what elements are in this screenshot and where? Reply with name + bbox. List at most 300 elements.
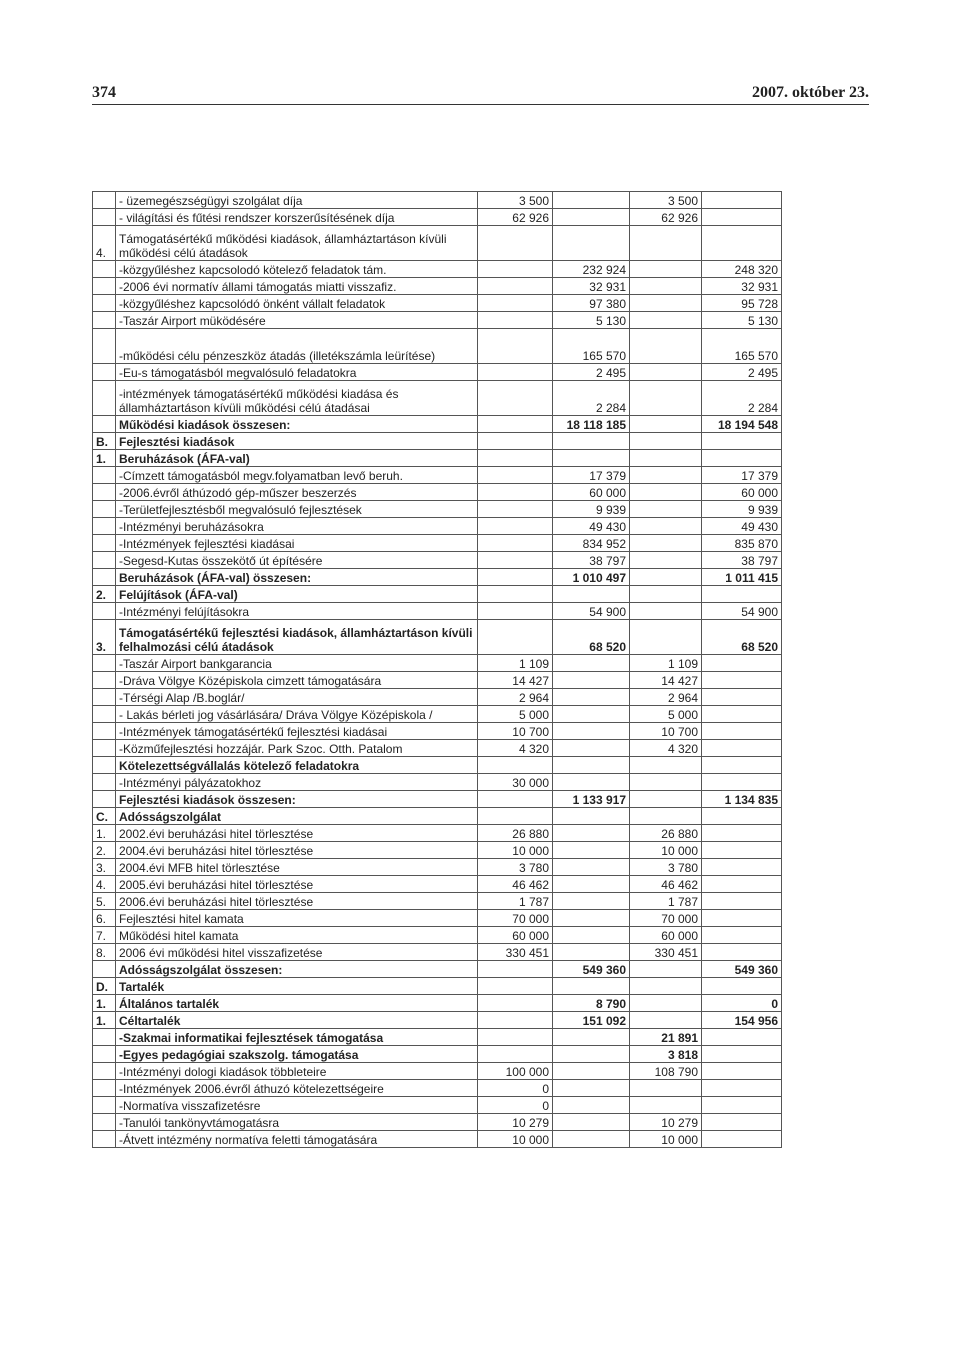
row-value-b <box>553 723 630 740</box>
row-number <box>93 364 116 381</box>
row-value-c <box>630 381 702 416</box>
page-header <box>92 84 869 105</box>
row-value-b <box>553 1046 630 1063</box>
table-row <box>93 1080 782 1097</box>
row-value-b <box>553 910 630 927</box>
row-value-c <box>630 518 702 535</box>
row-value-a <box>478 450 553 467</box>
row-value-a <box>478 535 553 552</box>
row-value-d <box>702 1080 782 1097</box>
table-row <box>93 1114 782 1131</box>
row-number <box>93 757 116 774</box>
table-row <box>93 757 782 774</box>
row-label: -Térségi Alap /B.boglár/ <box>116 689 478 706</box>
row-value-b: 49 430 <box>553 518 630 535</box>
row-value-d: 5 130 <box>702 312 782 329</box>
row-value-b <box>553 893 630 910</box>
row-value-d <box>702 192 782 209</box>
row-number <box>93 603 116 620</box>
row-value-d: 95 728 <box>702 295 782 312</box>
row-value-c: 1 109 <box>630 655 702 672</box>
row-value-c <box>630 620 702 655</box>
table-row <box>93 586 782 603</box>
row-label: Beruházások (ÁFA-val) <box>116 450 478 467</box>
table-row <box>93 655 782 672</box>
row-value-b: 38 797 <box>553 552 630 569</box>
row-value-a <box>478 961 553 978</box>
row-value-a: 26 880 <box>478 825 553 842</box>
row-value-c: 4 320 <box>630 740 702 757</box>
row-label: Céltartalék <box>116 1012 478 1029</box>
row-value-d <box>702 893 782 910</box>
row-value-d <box>702 672 782 689</box>
row-value-d: 165 570 <box>702 329 782 364</box>
row-value-b <box>553 433 630 450</box>
row-value-d <box>702 774 782 791</box>
row-value-a: 0 <box>478 1097 553 1114</box>
table-row <box>93 927 782 944</box>
row-label: -Egyes pedagógiai szakszolg. támogatása <box>116 1046 478 1063</box>
row-value-b <box>553 842 630 859</box>
row-value-a <box>478 586 553 603</box>
row-label: -2006.évről áthúzodó gép-műszer beszerzés <box>116 484 478 501</box>
row-number <box>93 416 116 433</box>
row-number: 4. <box>93 226 116 261</box>
row-value-a <box>478 1029 553 1046</box>
row-value-d: 32 931 <box>702 278 782 295</box>
row-number <box>93 1029 116 1046</box>
table-row <box>93 209 782 226</box>
row-number <box>93 518 116 535</box>
row-value-a <box>478 757 553 774</box>
row-value-a <box>478 1046 553 1063</box>
row-label: -Taszár Airport müködésére <box>116 312 478 329</box>
table-row <box>93 1063 782 1080</box>
row-label: Beruházások (ÁFA-val) összesen: <box>116 569 478 586</box>
row-value-b <box>553 825 630 842</box>
row-value-a: 330 451 <box>478 944 553 961</box>
row-value-a <box>478 261 553 278</box>
page-number: 374 <box>92 84 116 101</box>
row-value-a <box>478 467 553 484</box>
row-number <box>93 312 116 329</box>
row-value-a <box>478 603 553 620</box>
row-value-c <box>630 586 702 603</box>
row-value-d: 2 284 <box>702 381 782 416</box>
row-value-a: 10 700 <box>478 723 553 740</box>
row-value-c: 10 000 <box>630 1131 702 1148</box>
table-row <box>93 1029 782 1046</box>
row-value-d <box>702 842 782 859</box>
row-label: -Közműfejlesztési hozzájár. Park Szoc. Otth. Patalom <box>116 740 478 757</box>
row-value-a <box>478 278 553 295</box>
table-row <box>93 774 782 791</box>
table-row <box>93 312 782 329</box>
table-row <box>93 484 782 501</box>
table-row <box>93 450 782 467</box>
row-number <box>93 655 116 672</box>
table-row <box>93 706 782 723</box>
row-number <box>93 467 116 484</box>
row-value-a <box>478 1012 553 1029</box>
row-value-b: 8 790 <box>553 995 630 1012</box>
table-row <box>93 825 782 842</box>
row-value-c <box>630 501 702 518</box>
row-value-c: 70 000 <box>630 910 702 927</box>
row-value-a <box>478 569 553 586</box>
row-value-d <box>702 740 782 757</box>
row-number <box>93 484 116 501</box>
row-value-a <box>478 518 553 535</box>
row-value-d <box>702 1131 782 1148</box>
row-value-b: 60 000 <box>553 484 630 501</box>
row-value-c <box>630 757 702 774</box>
row-value-a <box>478 312 553 329</box>
table-row <box>93 1046 782 1063</box>
row-label: -közgyűléshez kapcsolódó önként vállalt feladatok <box>116 295 478 312</box>
row-label: -Intézmények támogatásértékű fejlesztési kiadásai <box>116 723 478 740</box>
table-row <box>93 620 782 655</box>
row-value-c <box>630 416 702 433</box>
row-value-a: 14 427 <box>478 672 553 689</box>
row-label: -Intézményi pályázatokhoz <box>116 774 478 791</box>
row-number: 1. <box>93 825 116 842</box>
row-label: -Intézmények 2006.évről áthuzó kötelezettségeire <box>116 1080 478 1097</box>
row-label: -Dráva Völgye Középiskola cimzett támogatására <box>116 672 478 689</box>
row-label: - Lakás bérleti jog vásárlására/ Dráva Völgye Középiskola / <box>116 706 478 723</box>
table-row <box>93 569 782 586</box>
row-label: Működési hitel kamata <box>116 927 478 944</box>
row-value-b: 97 380 <box>553 295 630 312</box>
table-row <box>93 978 782 995</box>
row-value-d: 154 956 <box>702 1012 782 1029</box>
row-value-d <box>702 825 782 842</box>
row-value-d: 49 430 <box>702 518 782 535</box>
row-value-d: 38 797 <box>702 552 782 569</box>
row-value-b <box>553 586 630 603</box>
row-number <box>93 706 116 723</box>
table-row <box>93 672 782 689</box>
row-value-a: 1 787 <box>478 893 553 910</box>
row-value-b <box>553 876 630 893</box>
row-value-b: 1 133 917 <box>553 791 630 808</box>
row-value-d <box>702 1029 782 1046</box>
table-row <box>93 226 782 261</box>
row-number <box>93 774 116 791</box>
row-number: 3. <box>93 859 116 876</box>
row-value-b <box>553 655 630 672</box>
row-number <box>93 791 116 808</box>
row-value-c: 10 000 <box>630 842 702 859</box>
row-value-d <box>702 859 782 876</box>
row-number <box>93 723 116 740</box>
row-number: 3. <box>93 620 116 655</box>
row-number: C. <box>93 808 116 825</box>
row-label: -Taszár Airport bankgarancia <box>116 655 478 672</box>
row-label: 2006.évi beruházási hitel törlesztése <box>116 893 478 910</box>
row-value-c: 3 818 <box>630 1046 702 1063</box>
table-row <box>93 535 782 552</box>
table-row <box>93 192 782 209</box>
row-value-a: 30 000 <box>478 774 553 791</box>
row-value-c <box>630 450 702 467</box>
table-row <box>93 689 782 706</box>
row-number <box>93 261 116 278</box>
row-label: 2004.évi MFB hitel törlesztése <box>116 859 478 876</box>
row-label: Fejlesztési kiadások <box>116 433 478 450</box>
row-value-c: 21 891 <box>630 1029 702 1046</box>
table-row <box>93 518 782 535</box>
row-value-d <box>702 689 782 706</box>
row-number <box>93 1114 116 1131</box>
table-row <box>93 740 782 757</box>
row-label: 2005.évi beruházási hitel törlesztése <box>116 876 478 893</box>
table-row <box>93 381 782 416</box>
row-label: Általános tartalék <box>116 995 478 1012</box>
row-value-b: 54 900 <box>553 603 630 620</box>
row-value-b <box>553 1131 630 1148</box>
row-value-b <box>553 757 630 774</box>
row-number <box>93 689 116 706</box>
row-value-b: 151 092 <box>553 1012 630 1029</box>
row-value-d <box>702 944 782 961</box>
row-value-c <box>630 364 702 381</box>
row-value-b: 5 130 <box>553 312 630 329</box>
row-number <box>93 1080 116 1097</box>
row-value-b: 165 570 <box>553 329 630 364</box>
row-number <box>93 552 116 569</box>
row-value-a <box>478 501 553 518</box>
row-number <box>93 1097 116 1114</box>
row-label: Tartalék <box>116 978 478 995</box>
row-value-c: 2 964 <box>630 689 702 706</box>
row-number <box>93 1063 116 1080</box>
row-value-a <box>478 295 553 312</box>
row-label: -Intézmények fejlesztési kiadásai <box>116 535 478 552</box>
row-value-b: 1 010 497 <box>553 569 630 586</box>
row-value-c <box>630 552 702 569</box>
table-row <box>93 893 782 910</box>
row-number <box>93 192 116 209</box>
row-label: Adósságszolgálat <box>116 808 478 825</box>
row-value-b <box>553 774 630 791</box>
row-label: Felújítások (ÁFA-val) <box>116 586 478 603</box>
row-value-a <box>478 364 553 381</box>
row-value-b <box>553 859 630 876</box>
row-value-a: 2 964 <box>478 689 553 706</box>
row-value-b <box>553 706 630 723</box>
row-value-a: 3 500 <box>478 192 553 209</box>
row-value-d <box>702 586 782 603</box>
row-label: Fejlesztési kiadások összesen: <box>116 791 478 808</box>
table-row <box>93 1097 782 1114</box>
row-label: -Tanulói tankönyvtámogatásra <box>116 1114 478 1131</box>
row-value-d: 549 360 <box>702 961 782 978</box>
row-value-c: 3 780 <box>630 859 702 876</box>
row-label: -Normatíva visszafizetésre <box>116 1097 478 1114</box>
row-number: 4. <box>93 876 116 893</box>
row-value-c: 62 926 <box>630 209 702 226</box>
row-value-b <box>553 927 630 944</box>
row-value-c <box>630 808 702 825</box>
row-number <box>93 1046 116 1063</box>
page-date: 2007. október 23. <box>751 84 869 101</box>
row-number <box>93 329 116 364</box>
table-row <box>93 808 782 825</box>
row-value-a: 60 000 <box>478 927 553 944</box>
row-label: -Intézményi felújításokra <box>116 603 478 620</box>
row-value-a: 5 000 <box>478 706 553 723</box>
row-number: B. <box>93 433 116 450</box>
table-row <box>93 995 782 1012</box>
row-value-c <box>630 569 702 586</box>
row-value-d <box>702 1114 782 1131</box>
table-row <box>93 876 782 893</box>
row-value-b <box>553 944 630 961</box>
budget-table <box>92 191 782 1148</box>
row-value-d <box>702 655 782 672</box>
row-value-d <box>702 1097 782 1114</box>
table-row <box>93 842 782 859</box>
row-value-d <box>702 808 782 825</box>
row-value-b <box>553 740 630 757</box>
row-value-b <box>553 808 630 825</box>
row-value-d: 17 379 <box>702 467 782 484</box>
row-value-b <box>553 1080 630 1097</box>
row-value-a: 10 000 <box>478 842 553 859</box>
row-value-c <box>630 261 702 278</box>
table-row <box>93 278 782 295</box>
row-value-c <box>630 433 702 450</box>
row-value-b: 2 495 <box>553 364 630 381</box>
table-row <box>93 723 782 740</box>
row-value-b: 2 284 <box>553 381 630 416</box>
row-label: Támogatásértékű fejlesztési kiadások, államháztartáson kívüli felhalmozási célú átadások <box>116 620 478 655</box>
row-number <box>93 209 116 226</box>
row-value-d <box>702 978 782 995</box>
row-number <box>93 278 116 295</box>
table-row <box>93 467 782 484</box>
row-label: 2006 évi működési hitel visszafizetése <box>116 944 478 961</box>
row-number <box>93 961 116 978</box>
row-value-d <box>702 433 782 450</box>
row-label: Fejlesztési hitel kamata <box>116 910 478 927</box>
row-value-d <box>702 927 782 944</box>
row-value-c: 330 451 <box>630 944 702 961</box>
table-row <box>93 329 782 364</box>
row-label: -Szakmai informatikai fejlesztések támogatása <box>116 1029 478 1046</box>
row-value-d: 60 000 <box>702 484 782 501</box>
row-value-d <box>702 226 782 261</box>
row-value-b <box>553 450 630 467</box>
row-label: -Eu-s támogatásból megvalósuló feladatokra <box>116 364 478 381</box>
row-value-c <box>630 535 702 552</box>
row-value-b: 232 924 <box>553 261 630 278</box>
row-value-c <box>630 774 702 791</box>
row-label: -Átvett intézmény normatíva feletti támogatására <box>116 1131 478 1148</box>
row-value-a <box>478 484 553 501</box>
row-label: - világítási és fűtési rendszer korszerűsítésének díja <box>116 209 478 226</box>
row-value-a <box>478 381 553 416</box>
row-value-d: 1 134 835 <box>702 791 782 808</box>
row-value-c <box>630 226 702 261</box>
row-value-a <box>478 791 553 808</box>
row-label: -intézmények támogatásértékű működési kiadása és államháztartáson kívüli működési célú átadásai <box>116 381 478 416</box>
table-row <box>93 961 782 978</box>
row-value-b <box>553 672 630 689</box>
row-value-d: 2 495 <box>702 364 782 381</box>
row-value-d: 835 870 <box>702 535 782 552</box>
row-label: -Intézményi beruházásokra <box>116 518 478 535</box>
row-value-b <box>553 209 630 226</box>
row-number: 5. <box>93 893 116 910</box>
row-number <box>93 1131 116 1148</box>
row-value-b: 549 360 <box>553 961 630 978</box>
row-value-b <box>553 1063 630 1080</box>
row-value-a: 62 926 <box>478 209 553 226</box>
row-value-c: 14 427 <box>630 672 702 689</box>
row-value-a <box>478 226 553 261</box>
row-value-b: 18 118 185 <box>553 416 630 433</box>
row-value-c <box>630 603 702 620</box>
row-value-d <box>702 1063 782 1080</box>
row-value-c <box>630 312 702 329</box>
table-row <box>93 603 782 620</box>
row-value-b <box>553 1029 630 1046</box>
row-label: - üzemegészségügyi szolgálat díja <box>116 192 478 209</box>
row-label: -Intézményi dologi kiadások többleteire <box>116 1063 478 1080</box>
row-number <box>93 535 116 552</box>
table-row <box>93 1131 782 1148</box>
row-value-a <box>478 552 553 569</box>
row-value-a: 10 279 <box>478 1114 553 1131</box>
row-value-d <box>702 757 782 774</box>
row-number <box>93 672 116 689</box>
row-label: Támogatásértékű működési kiadások, államháztartáson kívüli működési célú átadások <box>116 226 478 261</box>
row-value-d: 9 939 <box>702 501 782 518</box>
row-value-d <box>702 910 782 927</box>
table-row <box>93 261 782 278</box>
table-row <box>93 1012 782 1029</box>
row-number <box>93 569 116 586</box>
row-value-c <box>630 1097 702 1114</box>
row-value-a <box>478 620 553 655</box>
row-value-c <box>630 329 702 364</box>
row-number: 2. <box>93 842 116 859</box>
row-label: -működési célu pénzeszköz átadás (illetékszámla leürítése) <box>116 329 478 364</box>
row-value-a: 3 780 <box>478 859 553 876</box>
row-number <box>93 501 116 518</box>
row-value-c <box>630 791 702 808</box>
row-value-d <box>702 723 782 740</box>
row-value-d <box>702 876 782 893</box>
row-value-b <box>553 192 630 209</box>
row-value-c: 10 700 <box>630 723 702 740</box>
row-value-b <box>553 226 630 261</box>
row-number <box>93 381 116 416</box>
row-label: Adósságszolgálat összesen: <box>116 961 478 978</box>
row-value-c: 3 500 <box>630 192 702 209</box>
row-value-d: 68 520 <box>702 620 782 655</box>
row-value-d <box>702 706 782 723</box>
row-value-c <box>630 995 702 1012</box>
row-value-a <box>478 329 553 364</box>
table-row <box>93 295 782 312</box>
row-number: D. <box>93 978 116 995</box>
row-value-b <box>553 689 630 706</box>
table-row <box>93 910 782 927</box>
row-number: 1. <box>93 1012 116 1029</box>
